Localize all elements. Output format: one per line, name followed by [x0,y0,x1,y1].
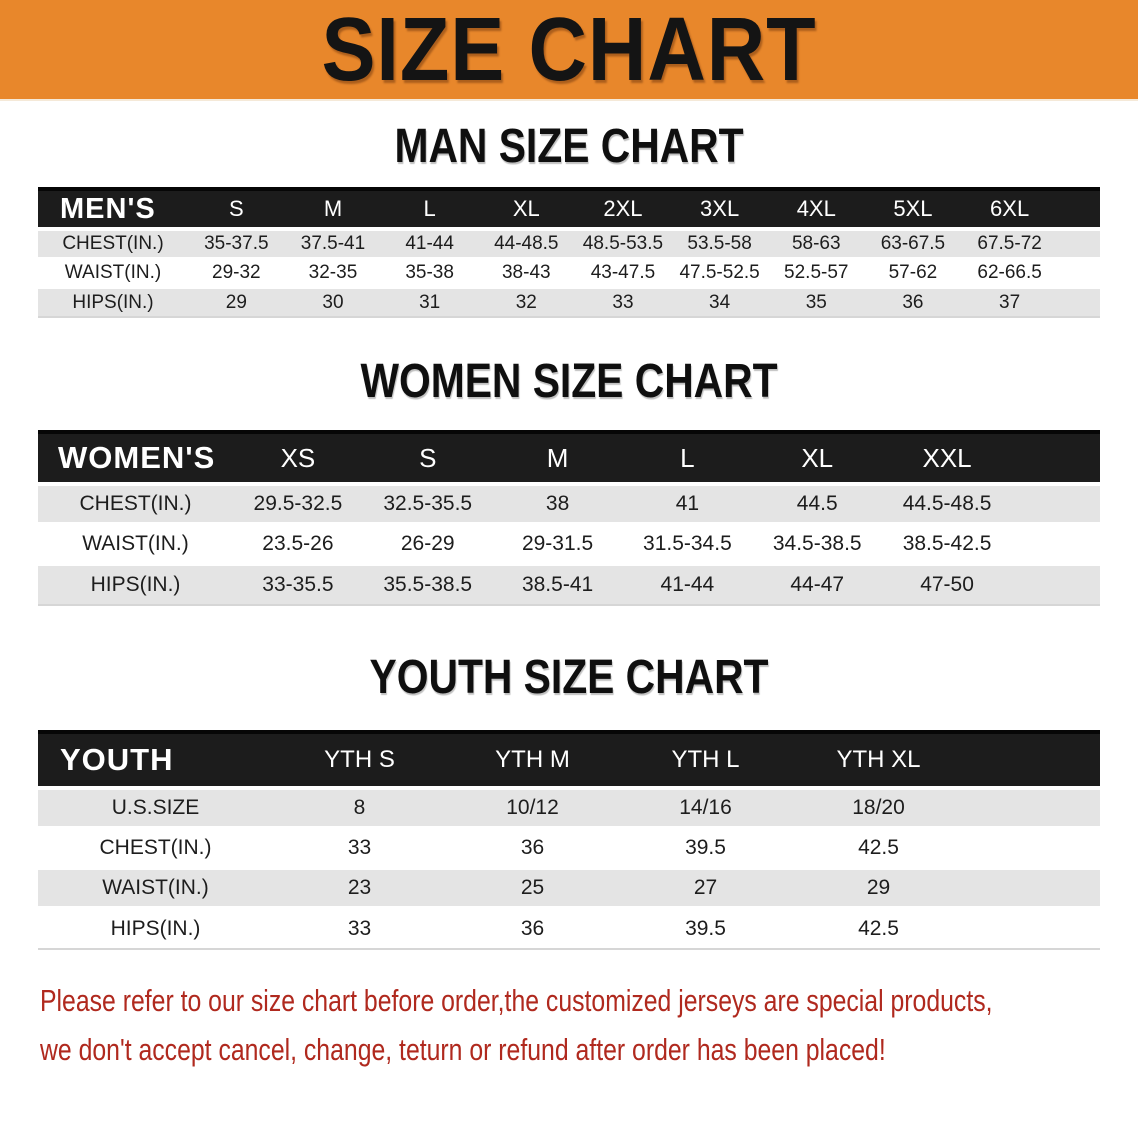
size-value-cell: 14/16 [619,790,792,830]
row-label: U.S.SIZE [38,790,273,830]
disclaimer-line-1: Please refer to our size chart before order,the customized jerseys are special products, [40,983,993,1018]
size-value-cell: 62-66.5 [961,260,1058,289]
size-value-cell: 29-31.5 [493,526,623,566]
row-filler [1012,486,1100,526]
size-value-cell: 37.5-41 [285,231,382,260]
youth-size-table [38,730,1100,950]
size-value-cell: 43-47.5 [575,260,672,289]
size-value-cell: 35-38 [381,260,478,289]
men-size-table [38,187,1100,318]
size-value-cell: 33 [273,910,446,950]
size-column-header: 4XL [768,187,865,231]
size-value-cell: 18/20 [792,790,965,830]
size-value-cell: 34.5-38.5 [752,526,882,566]
row-label: WAIST(IN.) [38,870,273,910]
size-value-cell: 36 [446,830,619,870]
size-column-header: XL [478,187,575,231]
size-value-cell: 63-67.5 [865,231,962,260]
size-column-header: YTH L [619,730,792,790]
row-filler [1058,231,1100,260]
measurement-row [38,231,1100,260]
size-value-cell: 39.5 [619,830,792,870]
measurement-row [38,910,1100,950]
size-column-header: XL [752,430,882,486]
row-filler [1012,526,1100,566]
women-size-section [0,355,1138,606]
size-value-cell: 47.5-52.5 [671,260,768,289]
size-table-header-row [38,187,1100,231]
disclaimer-line-2: we don't accept cancel, change, teturn or refund after order has been placed! [40,1032,886,1067]
size-value-cell: 35 [768,289,865,318]
size-value-cell: 44.5 [752,486,882,526]
row-label: WAIST(IN.) [38,260,188,289]
row-filler [965,870,1100,910]
row-filler [1058,289,1100,318]
row-label: CHEST(IN.) [38,231,188,260]
size-chart-sections [0,120,1138,950]
row-label: HIPS(IN.) [38,566,233,606]
size-value-cell: 38-43 [478,260,575,289]
size-value-cell: 33 [575,289,672,318]
row-filler [965,910,1100,950]
size-value-cell: 41-44 [381,231,478,260]
size-value-cell: 44-48.5 [478,231,575,260]
size-column-header: M [493,430,623,486]
measurement-row [38,526,1100,566]
group-label: MEN'S [38,187,188,231]
size-value-cell: 10/12 [446,790,619,830]
size-value-cell: 8 [273,790,446,830]
size-value-cell: 47-50 [882,566,1012,606]
size-column-header: YTH M [446,730,619,790]
row-label: CHEST(IN.) [38,830,273,870]
size-column-header: L [381,187,478,231]
size-value-cell: 35.5-38.5 [363,566,493,606]
size-value-cell: 38 [493,486,623,526]
measurement-row [38,566,1100,606]
size-value-cell: 67.5-72 [961,231,1058,260]
size-value-cell: 42.5 [792,910,965,950]
size-column-header: 2XL [575,187,672,231]
size-value-cell: 32 [478,289,575,318]
size-chart-banner [0,0,1138,101]
size-value-cell: 29 [188,289,285,318]
size-value-cell: 32.5-35.5 [363,486,493,526]
size-column-header: S [363,430,493,486]
size-value-cell: 33-35.5 [233,566,363,606]
size-value-cell: 36 [865,289,962,318]
size-value-cell: 31 [381,289,478,318]
size-value-cell: 52.5-57 [768,260,865,289]
row-filler [1058,260,1100,289]
size-value-cell: 32-35 [285,260,382,289]
size-column-header: 3XL [671,187,768,231]
size-value-cell: 25 [446,870,619,910]
measurement-row [38,790,1100,830]
size-value-cell: 29 [792,870,965,910]
header-filler [965,730,1100,790]
measurement-row [38,289,1100,318]
size-value-cell: 57-62 [865,260,962,289]
row-label: WAIST(IN.) [38,526,233,566]
size-column-header: XXL [882,430,1012,486]
row-label: HIPS(IN.) [38,289,188,318]
size-value-cell: 23.5-26 [233,526,363,566]
row-filler [965,830,1100,870]
measurement-row [38,260,1100,289]
size-table-header-row [38,730,1100,790]
measurement-row [38,830,1100,870]
size-value-cell: 48.5-53.5 [575,231,672,260]
size-value-cell: 41-44 [622,566,752,606]
header-filler [1012,430,1100,486]
size-table-header-row [38,430,1100,486]
disclaimer [40,976,1138,1074]
size-value-cell: 34 [671,289,768,318]
size-value-cell: 37 [961,289,1058,318]
size-value-cell: 23 [273,870,446,910]
size-value-cell: 44.5-48.5 [882,486,1012,526]
size-column-header: YTH XL [792,730,965,790]
size-value-cell: 35-37.5 [188,231,285,260]
size-column-header: YTH S [273,730,446,790]
size-column-header: M [285,187,382,231]
size-value-cell: 27 [619,870,792,910]
size-column-header: L [622,430,752,486]
group-label: YOUTH [38,730,273,790]
size-value-cell: 30 [285,289,382,318]
size-value-cell: 42.5 [792,830,965,870]
size-column-header: XS [233,430,363,486]
group-label: WOMEN'S [38,430,233,486]
size-value-cell: 29.5-32.5 [233,486,363,526]
size-value-cell: 26-29 [363,526,493,566]
women-size-table [38,430,1100,606]
measurement-row [38,870,1100,910]
size-column-header: 5XL [865,187,962,231]
size-value-cell: 41 [622,486,752,526]
row-filler [965,790,1100,830]
youth-section-heading: YOUTH SIZE CHART [369,651,769,704]
size-value-cell: 39.5 [619,910,792,950]
size-value-cell: 38.5-41 [493,566,623,606]
row-label: CHEST(IN.) [38,486,233,526]
measurement-row [38,486,1100,526]
size-value-cell: 53.5-58 [671,231,768,260]
size-value-cell: 58-63 [768,231,865,260]
men-section-heading: MAN SIZE CHART [394,120,744,173]
row-filler [1012,566,1100,606]
size-value-cell: 38.5-42.5 [882,526,1012,566]
header-filler [1058,187,1100,231]
size-value-cell: 31.5-34.5 [622,526,752,566]
size-value-cell: 44-47 [752,566,882,606]
youth-size-section [0,651,1138,950]
row-label: HIPS(IN.) [38,910,273,950]
size-column-header: S [188,187,285,231]
men-size-section [0,120,1138,318]
size-column-header: 6XL [961,187,1058,231]
page-title: SIZE CHART [321,0,817,100]
size-value-cell: 29-32 [188,260,285,289]
women-section-heading: WOMEN SIZE CHART [360,355,778,408]
size-value-cell: 33 [273,830,446,870]
size-value-cell: 36 [446,910,619,950]
